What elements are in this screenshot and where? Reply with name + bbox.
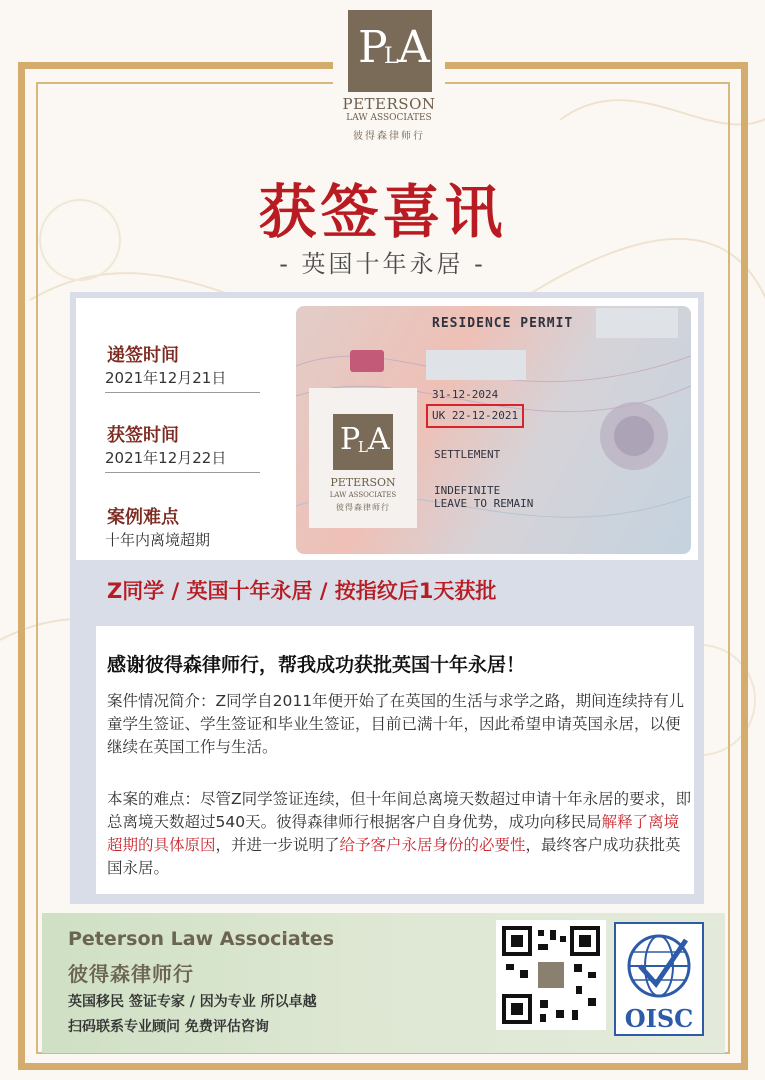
- permit-remark-line1: INDEFINITE: [434, 484, 501, 497]
- submit-date-label: 递签时间: [107, 345, 179, 366]
- approval-date-label: 获签时间: [107, 425, 179, 446]
- case-tagline: Z同学 / 英国十年永居 / 按指纹后1天获批: [107, 579, 497, 603]
- headline: 获签喜讯: [258, 178, 507, 246]
- case-summary: 案件情况简介：Z同学自2011年便开始了在英国的生活与求学之路，期间连续持有儿童学生签证、学生签证和毕业生签证，目前已满十年，因此希望申请英国永居，以便继续在英国工作与生活。: [107, 692, 685, 756]
- highlight-reason: 解释了离境超期的具体原因: [107, 813, 680, 854]
- permit-expiry-date: 31-12-2024: [432, 388, 499, 401]
- logo-subtitle: LAW ASSOCIATES: [346, 113, 432, 123]
- permit-remark-line2: LEAVE TO REMAIN: [434, 497, 534, 510]
- highlight-necessity: 给予客户永居身份的必要性: [339, 836, 526, 854]
- subheadline: - 英国十年永居 -: [279, 250, 486, 278]
- redacted-block: [596, 308, 678, 338]
- thanks-heading: 感谢彼得森律师行，帮我成功获批英国十年永居！: [107, 654, 526, 676]
- footer-cta: 扫码联系专业顾问 免费评估咨询: [68, 1019, 269, 1035]
- chip-icon: [350, 350, 384, 372]
- permit-title: RESIDENCE PERMIT: [432, 316, 574, 331]
- logo-firm-name: PETERSON: [342, 95, 436, 113]
- footer-firm-name-cn: 彼得森律师行: [68, 962, 194, 986]
- qr-code[interactable]: [496, 920, 606, 1030]
- permit-type: SETTLEMENT: [434, 448, 501, 461]
- logo-chinese-name: 彼得森律师行: [353, 131, 425, 142]
- redacted-block: [426, 350, 526, 380]
- oisc-badge: [614, 922, 704, 1036]
- difficulty-value: 十年内离境超期: [105, 531, 211, 549]
- difficulty-label: 案例难点: [107, 507, 179, 528]
- case-difficulty: 本案的难点：尽管Z同学签证连续，但十年间总离境天数超过申请十年永居的要求，即总离境天数超过540天。彼得森律师行根据客户自身优势，成功向移民局解释了离境超期的具体原因，并进一步说明了给予客户永居身份的必要性，最终客户成功获批英国永居。: [107, 790, 692, 877]
- pla-logo: P L A: [348, 10, 432, 92]
- permit-issue-date: UK 22-12-2021: [432, 409, 519, 422]
- footer-slogan: 英国移民 签证专家 / 因为专业 所以卓越: [68, 994, 317, 1010]
- submit-date-value: 2021年12月21日: [105, 367, 260, 393]
- oisc-label: OISC: [624, 1004, 694, 1033]
- footer-firm-name-en: Peterson Law Associates: [68, 928, 334, 950]
- pla-logo-overlay: P L A PETERSON LAW ASSOCIATES 彼得森律师行: [309, 388, 417, 528]
- qr-code-icon: [496, 920, 606, 1030]
- approval-date-value: 2021年12月22日: [105, 447, 260, 473]
- highlight-box: [426, 404, 524, 428]
